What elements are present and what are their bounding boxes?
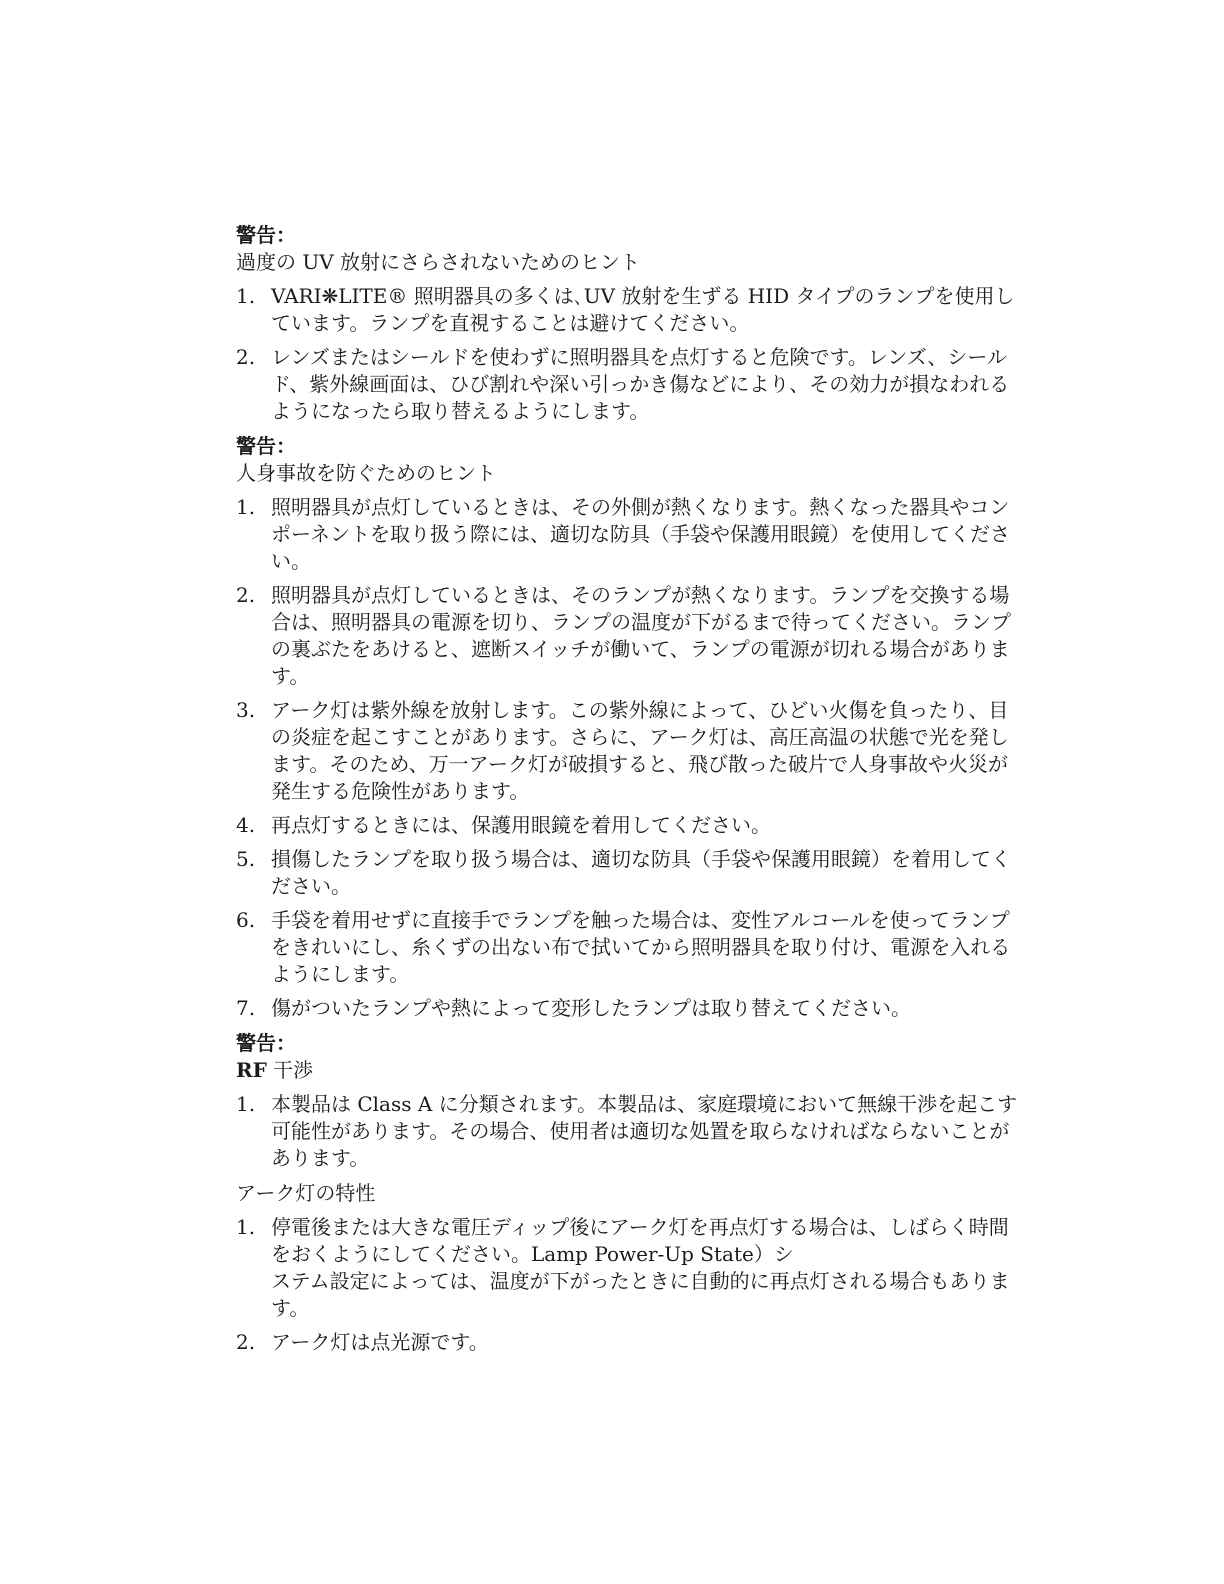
- rf-warning-section: [236, 1030, 1026, 1172]
- document-page: [236, 222, 1026, 1364]
- rf-title-text: 干渉: [266, 1058, 314, 1082]
- list-item: [236, 494, 1026, 575]
- section-title: [236, 1057, 1026, 1084]
- rf-label: RF: [236, 1058, 267, 1082]
- item-text: 損傷したランプを取り扱う場合は、適切な防具（手袋や保護用眼鏡）を着用してください。: [271, 847, 1011, 898]
- list-item: [236, 283, 1026, 337]
- item-text: アーク灯は紫外線を放射します。この紫外線によって、ひどい火傷を負ったり、目の炎症を起こすことがあります。さらに、アーク灯は、高圧高温の状態で光を発します。そのため、万一アーク灯が破損すると、飛び散った破片で人身事故や火災が発生する危険性があります。: [271, 698, 1009, 803]
- warning-label: 警告：: [236, 1031, 296, 1055]
- list-item: [236, 1091, 1026, 1172]
- list-item: [236, 995, 1026, 1022]
- item-number: 6.: [236, 908, 256, 932]
- item-text: 傷がついたランプや熱によって変形したランプは取り替えてください。: [271, 996, 911, 1020]
- item-text: VARI❋LITE® 照明器具の多くは､UV 放射を生ずる HID タイプのランプを使用しています。ランプを直視することは避けてください。: [271, 284, 1015, 335]
- section-title: 過度の UV 放射にさらされないためのヒント: [236, 250, 641, 274]
- item-number: 5.: [236, 847, 256, 871]
- item-text: 本製品は Class A に分類されます。本製品は、家庭環境において無線干渉を起こす可能性があります。その場合、使用者は適切な処置を取らなければならないことがあります。: [271, 1092, 1018, 1170]
- item-number: 2.: [236, 345, 256, 369]
- uv-warning-list: [236, 283, 1026, 425]
- arc-lamp-section: [236, 1180, 1026, 1356]
- arc-lamp-list: [236, 1214, 1026, 1356]
- item-text: 停電後または大きな電圧ディップ後にアーク灯を再点灯する場合は、しばらく時間をおくようにしてください。Lamp Power-Up State）シ: [271, 1215, 1009, 1266]
- item-number: 1.: [236, 1215, 256, 1239]
- item-number: 2.: [236, 583, 256, 607]
- list-item: [236, 1214, 1026, 1322]
- section-title: アーク灯の特性: [236, 1181, 376, 1205]
- item-text: アーク灯は点光源です。: [271, 1330, 489, 1354]
- list-item: [236, 1329, 1026, 1356]
- list-item: [236, 582, 1026, 690]
- list-item: [236, 907, 1026, 988]
- item-number: 1.: [236, 284, 256, 308]
- item-number: 2.: [236, 1330, 256, 1354]
- item-number: 4.: [236, 813, 256, 837]
- list-item: [236, 812, 1026, 839]
- item-text: レンズまたはシールドを使わずに照明器具を点灯すると危険です。レンズ、シールド、紫外線画面は、ひび割れや深い引っかき傷などにより、その効力が損なわれるようになったら取り替えるようにします。: [271, 345, 1010, 423]
- warning-label: 警告：: [236, 223, 296, 247]
- injury-warning-list: [236, 494, 1026, 1022]
- item-number: 3.: [236, 698, 256, 722]
- rf-warning-list: [236, 1091, 1026, 1172]
- section-title: 人身事故を防ぐためのヒント: [236, 461, 496, 485]
- item-text: 照明器具が点灯しているときは、その外側が熱くなります。熱くなった器具やコンポーネントを取り扱う際には、適切な防具（手袋や保護用眼鏡）を使用してください。: [271, 495, 1010, 573]
- item-text: 手袋を着用せずに直接手でランプを触った場合は、変性アルコールを使ってランプをきれいにし、糸くずの出ない布で拭いてから照明器具を取り付け、電源を入れるようにします。: [271, 908, 1011, 986]
- list-item: [236, 846, 1026, 900]
- list-item: [236, 344, 1026, 425]
- list-item: [236, 697, 1026, 805]
- item-text-continued: ステム設定によっては、温度が下がったときに自動的に再点灯される場合もあります。: [271, 1269, 1010, 1320]
- item-text: 再点灯するときには、保護用眼鏡を着用してください。: [271, 813, 771, 837]
- injury-warning-section: [236, 433, 1026, 1022]
- item-text: 照明器具が点灯しているときは、そのランプが熱くなります。ランプを交換する場合は、照明器具の電源を切り、ランプの温度が下がるまで待ってください。ランプの裏ぶたをあけると、遮断スイッチが働いて、ランプの電源が切れる場合があります。: [271, 583, 1011, 688]
- item-number: 1.: [236, 1092, 256, 1116]
- uv-warning-section: [236, 222, 1026, 425]
- warning-label: 警告：: [236, 434, 296, 458]
- item-number: 1.: [236, 495, 256, 519]
- item-number: 7.: [236, 996, 256, 1020]
